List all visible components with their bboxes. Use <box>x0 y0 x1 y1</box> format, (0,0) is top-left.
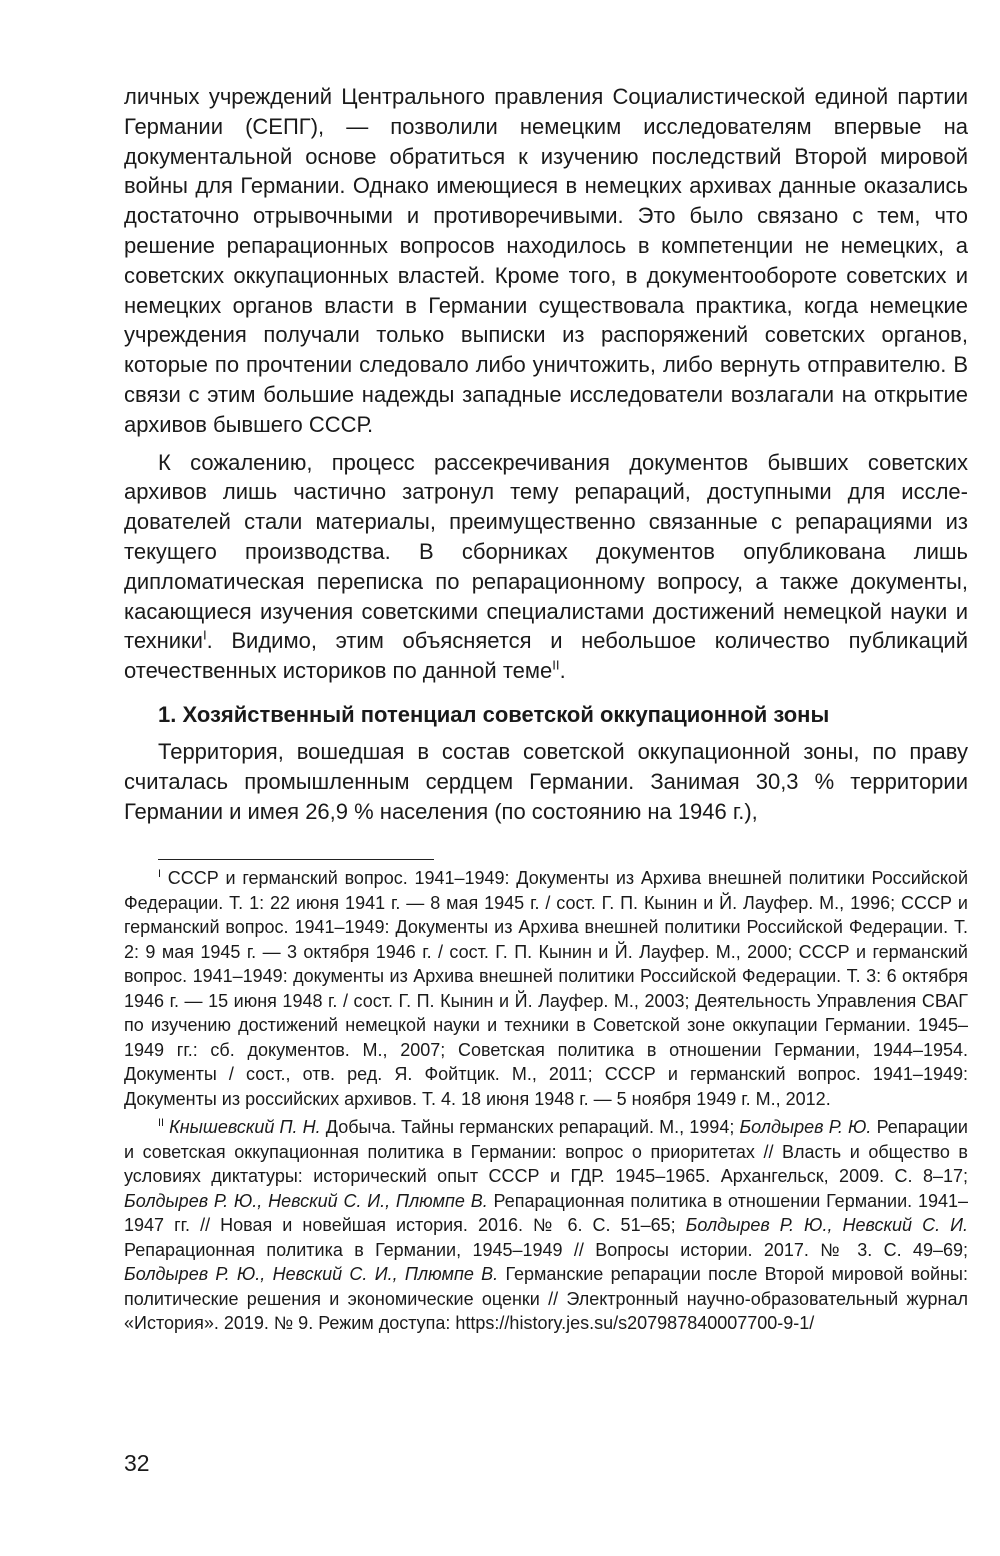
paragraph-2 <box>124 448 968 686</box>
main-text <box>124 82 968 826</box>
footnote-2-text-2: Репарации и советская оккупационная политика в Германии: вопрос о приоритетах // Власть и общество в условиях диктатуры: исторический опыт СССР и ГДР. 1945–1965. Архангельск, 2009. С. 8–17; <box>124 1117 968 1187</box>
page-content <box>124 82 968 1336</box>
footnote-1-text: СССР и германский вопрос. 1941–1949: Документы из Архива внешней политики Российской Федерации. Т. 1: 22 июня 1941 г. — 8 мая 1945 г. / сост. Г. П. Кынин и Й. Лауфер. М., 1996; СССР и германский вопрос. 1941–1949: Документы из Архива внешней политики Российской Федерации. Т. 2: 9 мая 1945 г. — 3 октября 1946 г. / сост. Г. П. Кынин и Й. Лауфер. М., 2000; СССР и германский вопрос. 1941–1949: документы из Архива внешней политики Российской Федерации. Т. 3: 6 октября 1946 г. — 15 июня 1948 г. / сост. Г. П. Кынин и Й. Лауфер. М., 2003; Деятельность Управления СВАГ по изучению достижений немецкой науки и техники в Советской зоне оккупации Германии. 1945–1949 гг.: сб. документов. М., 2007; Советская политика в отношении Германии, 1944–1954. Документы / сост., отв. ред. Я. Фойтцик. М., 2011; СССР и германский вопрос. 1941–1949: Документы из российских архивов. Т. 4. 18 июня 1948 г. — 5 ноября 1949 г. М., 2012. <box>124 868 968 1109</box>
footnote-ref-2: II <box>552 657 560 673</box>
footnote-1-mark: I <box>158 868 161 881</box>
footnotes <box>124 866 968 1336</box>
footnote-2 <box>124 1115 968 1336</box>
footnote-2-mark: II <box>158 1117 164 1130</box>
footnote-2-text-5: Германские репарации после Второй мировой войны: политические решения и экономические оценки // Электронный научно-образовательный журнал «История». 2019. № 9. Режим доступа: https://history.jes.su/s207987840007700-9-1/ <box>124 1264 968 1334</box>
footnote-2-text-1: Добыча. Тайны германских репараций. М., 1994; <box>320 1117 740 1138</box>
page-number: 32 <box>124 1450 150 1476</box>
footnote-2-text-4: Репарационная политика в Германии, 1945–1949 // Вопросы истории. 2017. № 3. С. 49–69; <box>124 1239 968 1260</box>
footnote-divider <box>158 859 434 860</box>
footnote-1 <box>124 866 968 1111</box>
footnote-2-author-2: Болдырев Р. Ю. <box>739 1117 872 1138</box>
paragraph-1: личных учреждений Центрального правления Социалистической единой партии Германии (СЕПГ), — позволили немецким исследователям впервые на документальной основе обратиться к изучению последствий Второй мировой войны для Германии. Однако имеющиеся в немецких архивах данные оказались достаточно отрывочными и противоречивыми. Это было связано с тем, что решение репарационных вопросов находилось в компетенции не немецких, а советских оккупационных властей. Кроме того, в документообороте советских и немецких органов власти в Германии существовала практика, когда немецкие учреждения получали только выписки из распоряжений советских органов, которые по прочтении следовало либо уничтожить, либо вернуть отправителю. В связи с этим большие надежды западные исследователи возлагали на открытие архивов бывшего СССР. <box>124 84 968 437</box>
paragraph-3: Территория, вошедшая в состав советской оккупационной зоны, по праву считалась промышленным сердцем Германии. Занимая 30,3 % территории Германии и имея 26,9 % населения (по состоянию на 1946 г.), <box>124 738 968 824</box>
footnote-2-author-4: Болдырев Р. Ю., Невский С. И. <box>685 1215 968 1236</box>
footnote-2-author-5: Болдырев Р. Ю., Невский С. И., Плюмпе В. <box>124 1264 499 1285</box>
footnote-2-author-3: Болдырев Р. Ю., Невский С. И., Плюмпе В. <box>124 1190 488 1211</box>
footnote-2-author-1: Кнышевский П. Н. <box>164 1117 321 1138</box>
paragraph-2-end: . <box>559 658 566 684</box>
footnote-2-text-3: Репарационная политика в отношении Германии. 1941–1947 гг. // Новая и новейшая история. 2016. № 6. С. 51–65; <box>124 1190 968 1236</box>
paragraph-2-part-2: . Видимо, этим объясняется и небольшое количество публикаций отечественных историков по данной теме <box>124 628 968 684</box>
footnote-ref-1: I <box>202 628 207 644</box>
section-heading: 1. Хозяйственный потенциал советской оккупационной зоны <box>158 701 830 727</box>
paragraph-2-part-1: К сожалению, процесс рассекречивания документов бывших советских архивов лишь частично затронул тему репараций, доступными для исследователей стали материалы, преимущественно связанные с репарациями из текущего производства. В сборниках документов опубликована лишь дипломатическая переписка по репарационному вопросу, а также документы, касающиеся изучения советскими специалистами достижений немецкой науки и техники <box>124 449 968 654</box>
